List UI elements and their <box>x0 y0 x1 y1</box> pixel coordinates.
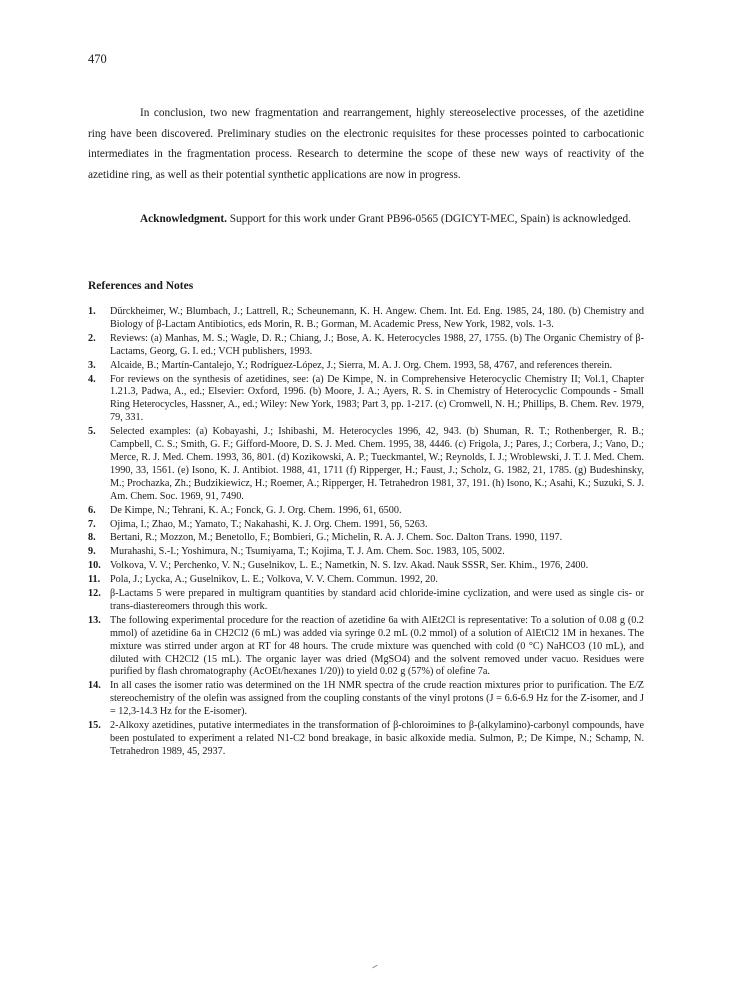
reference-text: De Kimpe, N.; Tehrani, K. A.; Fonck, G. J. Org. Chem. 1996, 61, 6500. <box>110 504 402 516</box>
reference-number: 4. <box>88 373 96 385</box>
reference-text: Alcaide, B.; Martín-Cantalejo, Y.; Rodríguez-López, J.; Sierra, M. A. J. Org. Chem. 1993, 58, 4767, and references therein. <box>110 359 612 371</box>
acknowledgment-text: Support for this work under Grant PB96-0565 (DGICYT-MEC, Spain) is acknowledged. <box>229 213 631 225</box>
reference-item <box>88 374 644 426</box>
reference-number: 6. <box>88 504 96 516</box>
reference-item <box>88 546 644 559</box>
reference-item <box>88 333 644 359</box>
reference-number: 8. <box>88 532 96 544</box>
reference-number: 2. <box>88 332 96 344</box>
reference-text: 2-Alkoxy azetidines, putative intermediates in the transformation of β-chloroimines to β-(alkylamino)-carbonyl compounds, have been postulated to experiment a related N1-C2 bond breakage, in basic alkoxide media. Sulmon, P.; De Kimpe, N.; Schamp, N. Tetrahedron 1989, 45, 2937. <box>110 720 644 757</box>
reference-text: Ojima, I.; Zhao, M.; Yamato, T.; Nakahashi, K. J. Org. Chem. 1991, 56, 5263. <box>110 518 428 530</box>
reference-number: 7. <box>88 518 96 530</box>
references-list <box>88 306 644 759</box>
reference-item <box>88 615 644 680</box>
reference-item <box>88 532 644 545</box>
conclusion-paragraph: In conclusion, two new fragmentation and rearrangement, highly stereoselective processes, of the azetidine ring have been discovered. Preliminary studies on the electronic requisites for these processes pointed to carbocationic intermediates in the fragmentation process. Research to determine the scope of these new ways of reactivity of the azetidine ring, as well as their potential synthetic applications are now in progress. <box>88 107 644 181</box>
reference-text: For reviews on the synthesis of azetidines, see: (a) De Kimpe, N. in Comprehensive Heterocyclic Chemistry II; Vol.1, Chapter 1.21.3, Padwa, A., ed.; Elsevier: Oxford, 1996. (b) Moore, J. A.; Ayers, R. S. in Chemistry of Heterocyclic Compounds - Small Ring Heterocycles, Hassner, A., ed.; Wiley: New York, 1983; Part 3, pp. 1-217. (c) Cromwell, N. H.; Phillips, B. Chem. Rev. 1979, 79, 331. <box>110 373 644 424</box>
reference-number: 1. <box>88 306 96 317</box>
reference-text: Dürckheimer, W.; Blumbach, J.; Lattrell, R.; Scheunemann, K. H. Angew. Chem. Int. Ed. Eng. 1985, 24, 180. (b) Chemistry and Biology of β-Lactam Antibiotics, eds Morin, R. B.; Gorman, M. Academic Press, New York, 1982, vols. 1-3. <box>110 306 644 330</box>
reference-item <box>88 360 644 373</box>
reference-text: In all cases the isomer ratio was determined on the 1H NMR spectra of the crude reaction mixtures prior to purification. The E/Z stereochemistry of the olefin was assigned from the coupling constants of the vinyl protons (J = 6.6-6.9 Hz for the Z-isomer, and J = 12,3-14.3 Hz for the E-isomer). <box>110 680 644 718</box>
reference-item <box>88 720 644 759</box>
reference-item <box>88 306 644 332</box>
reference-text: β-Lactams 5 were prepared in multigram quantities by standard acid chloride-imine cyclization, and were used as single cis- or trans-diastereomers through this work. <box>110 588 644 612</box>
page-number: 470 <box>88 52 107 66</box>
reference-item <box>88 505 644 518</box>
reference-text: Murahashi, S.-I.; Yoshimura, N.; Tsumiyama, T.; Kojima, T. J. Am. Chem. Soc. 1983, 105, 5002. <box>110 546 505 558</box>
reference-text: Pola, J.; Lycka, A.; Guselnikov, L. E.; Volkova, V. V. Chem. Commun. 1992, 20. <box>110 574 438 586</box>
reference-number: 13. <box>88 614 101 626</box>
reference-number: 14. <box>88 680 101 692</box>
reference-number: 15. <box>88 720 101 732</box>
acknowledgment-paragraph <box>88 209 644 230</box>
reference-text: Selected examples: (a) Kobayashi, J.; Ishibashi, M. Heterocycles 1996, 42, 943. (b) Shuman, R. T.; Rothenberger, R. B.; Campbell, C. S.; Smith, G. F.; Gifford-Moore, D. S. J. Med. Chem. 1995, 38, 4446. (c) Frigola, J.; Pares, J.; Corbera, J.; Vano, D.; Merce, R. J. Med. Chem. 1993, 36, 801. (d) Kozikowski, A. P.; Tueckmantel, W.; Reynolds, I. J.; Wroblewski, J. T. J. Med. Chem. 1990, 33, 1561. (e) Isono, K. J. Antibiot. 1988, 41, 1711 (f) Ripperger, H.; Faust, J.; Scholz, G. 1982, 21, 1785. (g) Budeshinsky, M.; Prochazka, Zh.; Budzikiewicz, H.; Roemer, A.; Ripperger, H. Tetrahedron 1981, 37, 191. (h) Isono, K.; Asahi, K.; Suzuki, S. J. Am. Chem. Soc. 1969, 91, 7490. <box>110 426 644 502</box>
reference-item <box>88 519 644 532</box>
acknowledgment-heading: Acknowledgment. <box>140 213 227 225</box>
reference-item <box>88 426 644 503</box>
reference-item <box>88 588 644 614</box>
reference-text: The following experimental procedure for the reaction of azetidine 6a with AlEt2Cl is representative: To a solution of 0.08 g (0.2 mmol) of azetidine 6a in CH2Cl2 (6 mL) was added via syringe 0.2 mL (0.2 mmol) of a solution of AlEtCl2 1M in hexanes. The mixture was stirred under argon at RT for 48 hours. The crude mixture was quenched with cold (0 °C) NaHCO3 (10 mL), and diluted with CH2Cl2 (15 mL). The organic layer was dried (MgSO4) and the solvent removed under vacuo. Residues were purified by flash chromatography (AcOEt/hexanes 1/20)) to yield 0.02 g (57%) of olefine 7a. <box>110 614 644 678</box>
reference-text: Reviews: (a) Manhas, M. S.; Wagle, D. R.; Chiang, J.; Bose, A. K. Heterocycles 1988, 27, 1755. (b) The Organic Chemistry of β-Lactams, Georg, G. I. ed.; VCH publishers, 1993. <box>110 332 644 357</box>
reference-item <box>88 574 644 587</box>
reference-number: 10. <box>88 560 101 572</box>
page-mark <box>372 965 378 969</box>
references-heading: References and Notes <box>88 280 194 292</box>
reference-number: 9. <box>88 546 96 558</box>
reference-text: Volkova, V. V.; Perchenko, V. N.; Guselnikov, L. E.; Nametkin, N. S. Izv. Akad. Nauk SSSR, Ser. Khim., 1976, 2400. <box>110 560 589 572</box>
reference-number: 5. <box>88 426 96 438</box>
reference-item <box>88 680 644 719</box>
reference-item <box>88 560 644 573</box>
reference-text: Bertani, R.; Mozzon, M.; Benetollo, F.; Bombieri, G.; Michelin, R. A. J. Chem. Soc. Dalton Trans. 1990, 1197. <box>110 532 563 544</box>
reference-number: 3. <box>88 359 96 371</box>
reference-number: 11. <box>88 574 101 586</box>
reference-number: 12. <box>88 588 101 600</box>
